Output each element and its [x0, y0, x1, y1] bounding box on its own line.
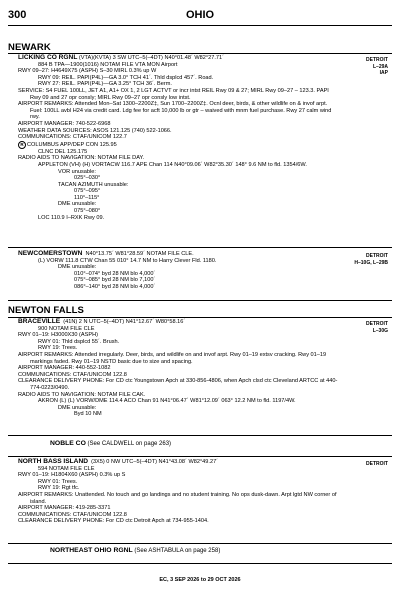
runway-end: RWY 01: Trees. — [38, 478, 78, 485]
chart-ref: L–29A — [372, 63, 388, 70]
divider — [8, 435, 392, 436]
airport-ids: (VTA)(KVTA) 3 SW UTC–5(–4DT) N40°01.48´ W82°27.71´ — [78, 55, 224, 61]
airport-manager: AIRPORT MANAGER: 740-522-6968 — [18, 120, 111, 127]
tacan-unusable: TACAN AZIMUTH unusable: — [58, 181, 129, 188]
divider — [8, 247, 392, 248]
divider — [8, 563, 392, 564]
airport-info: 884 B TPA—1900(1016) NOTAM FILE VTA MON Airport — [38, 61, 178, 68]
chart-refs — [354, 253, 388, 266]
communications: COMMUNICATIONS: CTAF/UNICOM 122.8 — [18, 371, 127, 378]
chart-ref: DETROIT — [366, 253, 388, 259]
frequency-symbol-icon: R — [18, 141, 26, 149]
clearance-delivery-phone: CLEARANCE DELIVERY PHONE: For CD ctc Youngstown Apch at 330-856-4806, when Apch clsd ctc Cleveland ARTCC at 440-774-0223/0490. — [18, 378, 338, 391]
divider — [8, 543, 392, 544]
dme-unusable: DME unusable: — [58, 404, 97, 411]
weather-data: WEATHER DATA SOURCES: ASOS 121.125 (740) 522-1066. — [18, 127, 172, 134]
runway-end: RWY 27: REIL. PAPI(P4L)—GA 3.25° TCH 36´. Berm. — [38, 81, 172, 88]
clearance-delivery: CLNC DEL 125.175 — [38, 148, 88, 155]
range: 086°–140° byd 28 NM blo 4,000´ — [74, 283, 156, 290]
clearance-delivery-phone: CLEARANCE DELIVERY PHONE: For CD ctc Detroit Apch at 734-955-1404. — [18, 518, 209, 525]
city-heading-newton-falls: NEWTON FALLS — [8, 305, 84, 316]
divider — [8, 317, 392, 318]
airport-entry-braceville — [18, 319, 340, 418]
runway-end: RWY 19: Trees. — [38, 345, 78, 352]
airport-remarks: AIRPORT REMARKS: Attended irregularly. Deer, birds, and wildlife on and invof arpt. Rwy 01–19 extsv cracking. Rwy 01–19 markings faded. Rwy 01–19 NSTD basic due to size and spacing. — [18, 351, 327, 365]
airport-name: BRACEVILLE — [18, 318, 61, 325]
chart-ref: DETROIT — [366, 57, 388, 63]
chart-ref: H–10G, L–29B — [354, 259, 388, 266]
range: 075°–095° — [74, 188, 101, 195]
vortac: AKRON (L) (L) VORW/DME 114.4 ACO Chan 91 N41°06.47´ W81°12.09´ 063° 12.2 NM to fld. 1197/4W. — [38, 398, 296, 405]
radio-aids: RADIO AIDS TO NAVIGATION: NOTAM FILE DAY. — [18, 155, 145, 162]
reference-see: (See ASHTABULA on page 258) — [134, 548, 221, 554]
dme-unusable: DME unusable: — [58, 264, 97, 271]
runway-end: RWY 01: Thld dsplcd 55´. Brush. — [38, 338, 120, 345]
state-title: OHIO — [185, 9, 215, 21]
communications: COMMUNICATIONS: CTAF/UNICOM 122.7 — [18, 134, 127, 141]
radio-aids: RADIO AIDS TO NAVIGATION: NOTAM FILE CAK. — [18, 391, 146, 398]
airport-ids: (41N) 2 N UTC–5(–4DT) N41°12.67´ W80°58.16´ — [63, 319, 186, 325]
approach-control: COLUMBUS APP/DEP CON 125.95 — [27, 141, 117, 148]
vortac: APPLETON (VH) (H) VORTACW 116.7 APE Chan 114 N40°09.06´ W82°35.30´ 148° 9.6 NM to fld. 1354/6W. — [38, 161, 307, 168]
airport-info: 594 NOTAM FILE CLE — [38, 465, 95, 472]
runway: RWY 09–27: H4649X75 (ASPH) S–30 MIRL 0.3% up W — [18, 68, 157, 75]
cross-reference-noble-co — [50, 440, 171, 447]
service: SERVICE: S4 FUEL 100LL, JET A1, A1+ OX 1, 2 LGT ACTVT or incr intst REIL Rwy 09 & 27; MIRL Rwy 09–27 – 123.3. PAPI Rwy 09 and 27 opr consly; MIRL Rwy 09–27 opr consly low intst. — [18, 87, 329, 101]
chart-ref: DETROIT — [366, 321, 388, 327]
range: 075°–085° byd 28 NM blo 7,100´ — [74, 277, 156, 284]
header-rule — [8, 25, 392, 26]
airport-name: NORTH BASS ISLAND — [18, 458, 88, 465]
airport-manager: AIRPORT MANAGER: 440-552-1082 — [18, 365, 111, 372]
communications: COMMUNICATIONS: CTAF/UNICOM 122.8 — [18, 511, 127, 518]
divider — [8, 300, 392, 301]
range: 025°–030° — [74, 175, 101, 182]
chart-refs — [366, 57, 388, 77]
airport-remarks: AIRPORT REMARKS: Unattended. No touch and go landings and no student training. No ops dusk-dawn. Arpt lgtd NW corner of island. — [18, 491, 337, 505]
navaid-name: NEWCOMERSTOWN — [18, 250, 83, 257]
city-heading-newark: NEWARK — [8, 42, 51, 53]
airport-info: 900 NOTAM FILE CLE — [38, 325, 95, 332]
airport-ids: (3X5) 0 NW UTC–5(–4DT) N41°43.08´ W82°49.27´ — [91, 459, 219, 465]
chart-refs — [366, 461, 388, 468]
cross-reference-northeast-ohio — [50, 547, 220, 554]
range: 110°–115° — [74, 194, 100, 201]
runway: RWY 01–19: H3000X30 (ASPH) — [18, 332, 99, 339]
range: 075°–080° — [74, 208, 101, 215]
chart-refs — [366, 321, 388, 334]
chart-ref: IAP — [379, 70, 388, 76]
navaid-ids: N40°13.75´ W81°28.59´ NOTAM FILE CLE. — [85, 251, 194, 257]
page-number: 300 — [8, 9, 27, 21]
effective-dates-footer: EC, 3 SEP 2026 to 29 OCT 2026 — [159, 577, 241, 583]
airport-entry-north-bass-island — [18, 459, 340, 525]
chart-ref: L–30G — [372, 327, 388, 334]
page-header — [0, 9, 400, 23]
runway-end: RWY 09: REIL. PAPI(P4L)—GA 3.0° TCH 41´. Thld dsplcd 457´. Road. — [38, 74, 214, 81]
airport-manager: AIRPORT MANAGER: 419-285-3371 — [18, 505, 111, 512]
navaid-entry-newcomerstown — [18, 251, 340, 291]
airport-name: LICKING CO RGNL — [18, 54, 78, 61]
range: 010°–074° byd 28 NM blo 4,000´ — [74, 270, 156, 277]
airport-entry-licking-co — [18, 55, 340, 221]
airport-remarks: AIRPORT REMARKS: Attended Mon–Sat 1300–2200Z‡, Sun 1700–2200Z‡. Ocnl deer, birds, & other wildlife on & invof arpt. Fuel: 100LL avbl H24 via credit card. Ldg fee for acft 10,000 lb or gtr – waived with mnm fuel purchase. Rwy 27 calm wind rwy. — [18, 101, 332, 121]
vor: (L) VORW 111.8 CTW Chan 55 010° 14.7 NM to Harry Clever Fld. 1180. — [38, 257, 217, 264]
chart-ref: DETROIT — [366, 461, 388, 467]
reference-see: (See CALDWELL on page 263) — [87, 441, 172, 447]
localizer: LOC 110.9 I–RXK Rwy 09. — [38, 214, 105, 221]
range: Byd 10 NM — [74, 411, 102, 418]
runway: RWY 01–19: H1804X60 (ASPH) 0.3% up S — [18, 472, 126, 479]
reference-name: NORTHEAST OHIO RGNL — [50, 547, 133, 554]
vor-unusable: VOR unusable: — [58, 168, 96, 175]
reference-name: NOBLE CO — [50, 440, 86, 447]
runway-end: RWY 19: Rgt tfc. — [38, 485, 80, 492]
divider — [8, 456, 392, 457]
dme-unusable: DME unusable: — [58, 201, 97, 208]
